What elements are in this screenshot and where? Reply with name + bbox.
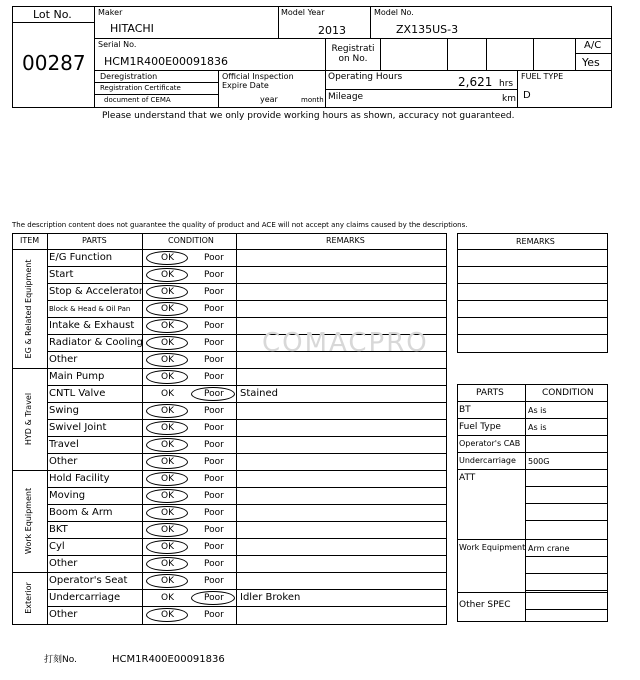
ok-option: OK [161,491,174,501]
spec-condition-value: As is [528,406,547,415]
work-equipment-label: Work Equipment [459,543,526,552]
right-remarks-header: REMARKS [516,237,555,246]
att-row-line [525,503,608,504]
ok-option: OK [161,610,174,620]
ok-option: OK [161,338,174,348]
ok-option: OK [161,355,174,365]
ok-option: OK [161,321,174,331]
group-label: Exterior [24,581,33,614]
column-divider [47,233,48,625]
spec-condition-value: 500G [528,457,550,466]
poor-option: Poor [204,270,224,280]
ok-option: OK [161,304,174,314]
poor-option: Poor [204,593,224,603]
spec-condition-value: As is [528,423,547,432]
part-label: Moving [49,490,86,501]
spec-part-label: Operator's CAB [459,439,521,448]
ok-option: OK [161,525,174,535]
ok-selected-circle [146,557,188,571]
other-spec-label: Other SPEC [459,600,511,610]
row-line [47,266,447,267]
spec-row-line [457,452,608,453]
spec-part-label: Undercarriage [459,456,516,465]
poor-option: Poor [204,321,224,331]
part-label: Boom & Arm [49,507,113,518]
serial-value: HCM1R400E00091836 [104,55,229,68]
row-line [47,606,447,607]
ok-selected-circle [146,404,188,418]
stamp-label: 打刻No. [44,655,77,665]
ok-selected-circle [146,421,188,435]
poor-option: Poor [204,423,224,433]
fuel-divider [517,70,518,108]
header-row-line-2 [94,70,612,71]
spec-parts-header: PARTS [476,388,504,398]
reg-cell-2 [486,38,487,70]
modelyear-divider [370,6,371,38]
ok-option: OK [161,372,174,382]
part-label: Stop & Accelerator [49,286,144,297]
poor-option: Poor [204,491,224,501]
maker-label: Maker [98,8,123,17]
work-equipment-value: Arm crane [528,544,570,553]
att-row-line [525,520,608,521]
poor-option: Poor [204,525,224,535]
ok-selected-circle [146,540,188,554]
spec-part-label: Fuel Type [459,422,501,432]
maker-value: HITACHI [110,22,154,35]
part-label: Hold Facility [49,473,110,484]
ac-value: Yes [582,56,600,69]
row-line [47,521,447,522]
hours-mid-line [325,89,517,90]
ok-selected-circle [146,319,188,333]
part-label: Main Pump [49,371,105,382]
part-label: Other [49,558,78,569]
row-line [47,300,447,301]
group-label: EG & Related Equipment [24,259,33,358]
part-label: Undercarriage [49,592,121,603]
ok-option: OK [161,287,174,297]
header-row-line-1 [94,38,612,39]
remark-text: Stained [240,388,279,399]
stamp-value: HCM1R400E00091836 [112,654,225,665]
hours-value: 2,621 [458,75,493,89]
poor-selected-circle [191,591,235,605]
part-label: Other [49,456,78,467]
ok-option: OK [161,474,174,484]
ok-selected-circle [146,608,188,622]
part-label: Travel [49,439,79,450]
ok-selected-circle [146,472,188,486]
disclaimer: The description content does not guarantee the quality of product and ACE will not accept any claims caused by the descriptions. [12,221,468,229]
part-label: BKT [49,524,68,535]
right-remarks-row-line [457,266,608,267]
group-label: HYD & Travel [24,392,33,446]
registration-label: Registrati on No. [331,44,375,64]
col-header-parts: PARTS [82,236,107,245]
lot-divider [94,6,95,108]
ok-option: OK [161,542,174,552]
header-underline [12,249,447,250]
poor-option: Poor [204,474,224,484]
poor-option: Poor [204,287,224,297]
hours-notice: Please understand that we only provide working hours as shown, accuracy not guaranteed. [102,111,515,121]
fuel-type-label: FUEL TYPE [521,72,564,81]
model-no-value: ZX135US-3 [396,23,459,36]
reg-divider [380,38,381,70]
right-remarks-row-line [457,334,608,335]
ok-option: OK [161,406,174,416]
lot-number: 00287 [22,51,86,75]
ok-selected-circle [146,489,188,503]
part-label: Other [49,609,78,620]
row-line [47,589,447,590]
other-spec-row-line [525,609,608,610]
watermark: COMACPRO [262,328,429,358]
ok-option: OK [161,440,174,450]
row-line [47,436,447,437]
right-remarks-row-line [457,300,608,301]
fuel-type-value: D [523,90,531,101]
row-line [47,555,447,556]
poor-option: Poor [204,406,224,416]
ok-selected-circle [146,268,188,282]
poor-option: Poor [204,576,224,586]
ok-option: OK [161,457,174,467]
header-block [12,6,612,108]
part-label: CNTL Valve [49,388,106,399]
poor-option: Poor [204,355,224,365]
row-line [47,402,447,403]
att-row-line [525,486,608,487]
column-divider [236,233,237,625]
ok-option: OK [161,270,174,280]
row-line [47,487,447,488]
poor-option: Poor [204,508,224,518]
ac-label: A/C [584,40,602,51]
ok-selected-circle [146,302,188,316]
row-line [47,283,447,284]
ok-selected-circle [146,353,188,367]
row-line [47,504,447,505]
poor-option: Poor [204,338,224,348]
spec-row-line [457,469,608,470]
lot-label-line [12,22,94,23]
poor-option: Poor [204,389,224,399]
serial-divider [325,38,326,108]
inspection-label: Official Inspection Expire Date [222,72,294,90]
dereg-line-2 [94,94,218,95]
spec-header-line [457,401,608,402]
part-label: Intake & Exhaust [49,320,135,331]
row-line [47,385,447,386]
model-no-label: Model No. [374,8,414,17]
poor-option: Poor [204,559,224,569]
hrs-unit: hrs [499,79,514,89]
ok-selected-circle [146,251,188,265]
part-label: Swing [49,405,79,416]
ac-divider [575,38,576,70]
ok-option: OK [161,559,174,569]
part-label: E/G Function [49,252,113,263]
hours-label: Operating Hours [328,72,403,82]
ok-selected-circle [146,455,188,469]
part-label: Start [49,269,74,280]
work-row-line [525,590,608,591]
ok-selected-circle [146,523,188,537]
row-line [47,538,447,539]
row-line [12,368,447,369]
mileage-label: Mileage [328,92,364,102]
month-label: month [301,96,324,104]
dereg-label: Deregistration [100,72,158,81]
dereg-line-1 [94,82,218,83]
poor-option: Poor [204,372,224,382]
part-label: Radiator & Cooling [49,337,143,348]
part-label: Cyl [49,541,65,552]
col-header-condition: CONDITION [168,236,214,245]
cema-label: document of CEMA [104,96,171,104]
spec-row-line [457,435,608,436]
dereg-divider [218,70,219,108]
serial-label: Serial No. [98,40,137,49]
poor-option: Poor [204,253,224,263]
reg-cert-label: Registration Certificate [100,84,181,92]
poor-option: Poor [204,457,224,467]
year-label: year [260,95,278,104]
ok-selected-circle [146,574,188,588]
row-line [47,317,447,318]
ok-option: OK [161,508,174,518]
remark-text: Idler Broken [240,592,301,603]
spec-condition-header: CONDITION [542,388,594,398]
model-year-label: Model Year [281,8,325,17]
poor-option: Poor [204,440,224,450]
ok-option: OK [161,593,174,603]
row-line [12,470,447,471]
att-label: ATT [459,473,476,483]
row-line [12,572,447,573]
maker-divider [278,6,279,38]
ac-mid-line [575,53,612,54]
col-header-item: ITEM [20,236,40,245]
reg-cell-3 [533,38,534,70]
km-unit: km [502,94,516,104]
spec-part-label: BT [459,405,471,415]
group-label: Work Equipment [24,487,33,555]
right-remarks-frame [457,233,608,353]
row-line [47,453,447,454]
part-label: Block & Head & Oil Pan [49,305,131,313]
work-bottom-line [457,592,608,593]
ok-option: OK [161,389,174,399]
part-label: Swivel Joint [49,422,107,433]
ok-option: OK [161,576,174,586]
model-year-value: 2013 [318,24,346,37]
poor-option: Poor [204,610,224,620]
part-label: Operator's Seat [49,575,128,586]
ok-selected-circle [146,285,188,299]
right-remarks-row-line [457,283,608,284]
lot-label: Lot No. [33,8,72,21]
ok-selected-circle [146,438,188,452]
work-row-line [525,556,608,557]
ok-selected-circle [146,370,188,384]
ok-selected-circle [146,506,188,520]
reg-cell-1 [447,38,448,70]
col-header-remarks: REMARKS [326,236,365,245]
poor-selected-circle [191,387,235,401]
poor-option: Poor [204,542,224,552]
spec-row-line [457,418,608,419]
ok-option: OK [161,253,174,263]
right-remarks-header-line [457,249,608,250]
att-bottom-line [457,539,608,540]
poor-option: Poor [204,304,224,314]
ok-selected-circle [146,336,188,350]
row-line [47,419,447,420]
ok-option: OK [161,423,174,433]
work-row-line [525,573,608,574]
part-label: Other [49,354,78,365]
right-remarks-row-line [457,317,608,318]
